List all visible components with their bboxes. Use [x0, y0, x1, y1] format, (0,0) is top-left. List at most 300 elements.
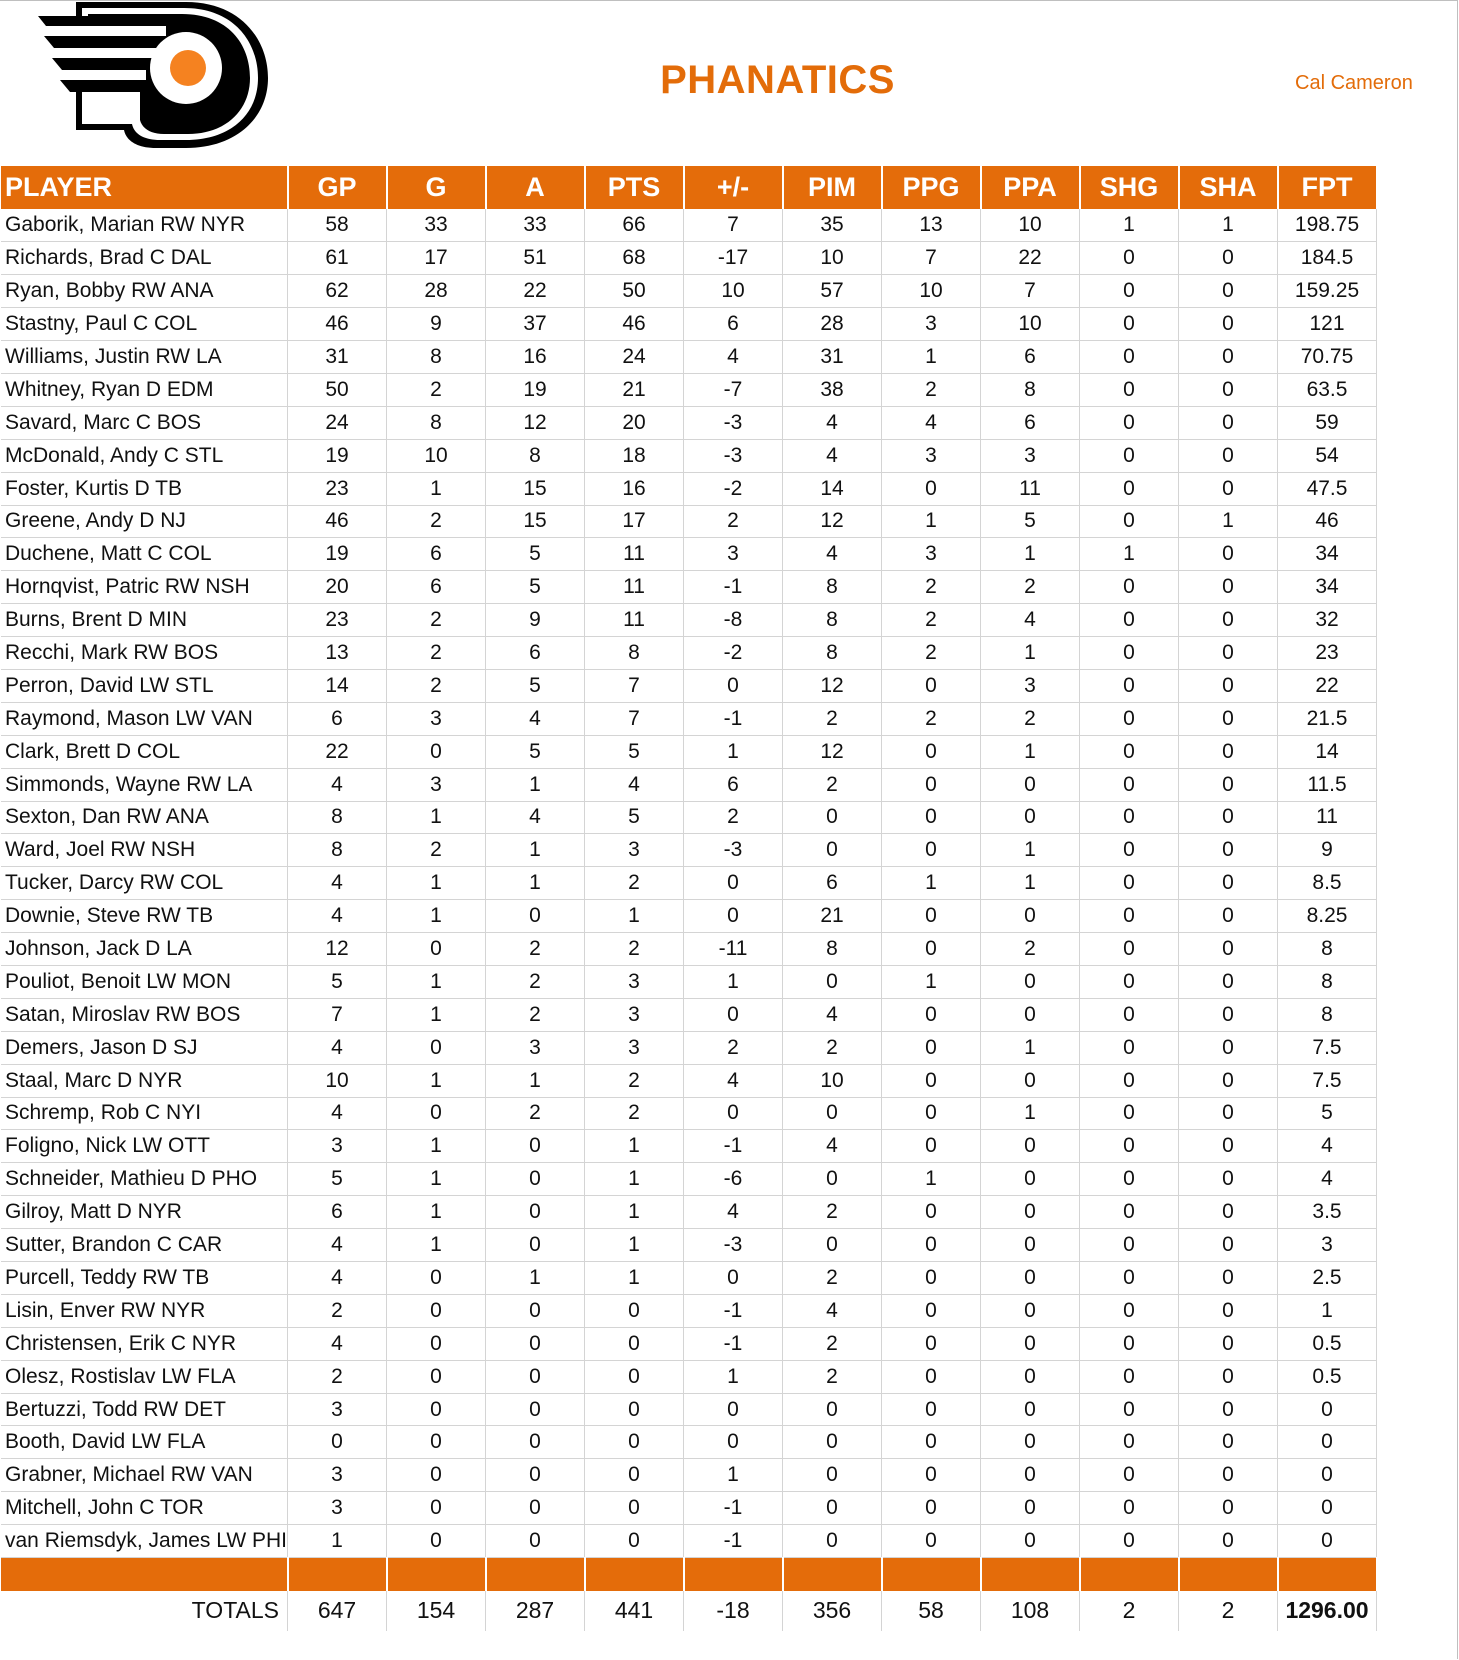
cell-ppa: 6	[981, 341, 1080, 374]
cell-a: 0	[486, 1525, 585, 1558]
cell-ppa: 0	[981, 1525, 1080, 1558]
cell-ppa: 22	[981, 242, 1080, 275]
cell-fpt: 8.25	[1278, 900, 1377, 933]
cell-player: Simmonds, Wayne RW LA	[1, 768, 288, 801]
cell-pim: 31	[783, 341, 882, 374]
cell-shg: 0	[1080, 735, 1179, 768]
cell-pts: 0	[585, 1525, 684, 1558]
cell-pim: 0	[783, 1229, 882, 1262]
cell-fpt: 9	[1278, 834, 1377, 867]
cell-a: 1	[486, 768, 585, 801]
cell-pim: 12	[783, 735, 882, 768]
cell-fpt: 11	[1278, 801, 1377, 834]
cell-pts: 7	[585, 702, 684, 735]
cell-plus-minus: 2	[684, 505, 783, 538]
cell-player: Gaborik, Marian RW NYR	[1, 209, 288, 242]
cell-gp: 4	[288, 1229, 387, 1262]
cell-shg: 0	[1080, 242, 1179, 275]
cell-a: 0	[486, 1492, 585, 1525]
cell-gp: 6	[288, 1196, 387, 1229]
cell-plus-minus: -3	[684, 1229, 783, 1262]
cell-pim: 0	[783, 1525, 882, 1558]
cell-pts: 8	[585, 637, 684, 670]
cell-ppg: 3	[882, 439, 981, 472]
cell-a: 0	[486, 1163, 585, 1196]
cell-player: Greene, Andy D NJ	[1, 505, 288, 538]
cell-g: 2	[387, 669, 486, 702]
svg-text:®: ®	[158, 120, 168, 131]
cell-g: 8	[387, 341, 486, 374]
cell-pts: 2	[585, 1064, 684, 1097]
cell-pim: 35	[783, 209, 882, 242]
cell-ppa: 0	[981, 768, 1080, 801]
cell-sha: 0	[1179, 604, 1278, 637]
cell-fpt: 0	[1278, 1525, 1377, 1558]
cell-ppa: 2	[981, 702, 1080, 735]
cell-shg: 1	[1080, 538, 1179, 571]
cell-pim: 4	[783, 538, 882, 571]
cell-gp: 10	[288, 1064, 387, 1097]
cell-ppg: 0	[882, 1525, 981, 1558]
cell-g: 0	[387, 1459, 486, 1492]
cell-pim: 4	[783, 439, 882, 472]
cell-player: Ward, Joel RW NSH	[1, 834, 288, 867]
cell-sha: 0	[1179, 571, 1278, 604]
cell-shg: 0	[1080, 834, 1179, 867]
cell-plus-minus: -3	[684, 406, 783, 439]
cell-a: 0	[486, 1393, 585, 1426]
cell-gp: 2	[288, 1294, 387, 1327]
cell-plus-minus: -1	[684, 1492, 783, 1525]
cell-gp: 1	[288, 1525, 387, 1558]
cell-pts: 1	[585, 1262, 684, 1295]
cell-a: 4	[486, 702, 585, 735]
cell-pts: 3	[585, 834, 684, 867]
cell-ppa: 2	[981, 571, 1080, 604]
cell-ppa: 5	[981, 505, 1080, 538]
cell-a: 0	[486, 1294, 585, 1327]
cell-gp: 58	[288, 209, 387, 242]
cell-ppa: 0	[981, 1492, 1080, 1525]
cell-ppg: 1	[882, 341, 981, 374]
cell-plus-minus: -1	[684, 1130, 783, 1163]
cell-ppg: 0	[882, 669, 981, 702]
cell-pts: 16	[585, 472, 684, 505]
cell-plus-minus: 0	[684, 900, 783, 933]
cell-plus-minus: -1	[684, 702, 783, 735]
cell-a: 22	[486, 275, 585, 308]
cell-pts: 24	[585, 341, 684, 374]
cell-sha: 0	[1179, 1097, 1278, 1130]
cell-ppg: 0	[882, 900, 981, 933]
col-header-player: PLAYER	[1, 166, 288, 209]
table-row	[1, 1393, 1377, 1426]
cell-plus-minus: 7	[684, 209, 783, 242]
player-stats-table	[1, 166, 1378, 1631]
cell-g: 0	[387, 1393, 486, 1426]
cell-a: 19	[486, 373, 585, 406]
cell-sha: 0	[1179, 472, 1278, 505]
cell-pim: 21	[783, 900, 882, 933]
cell-pim: 0	[783, 1097, 882, 1130]
cell-player: Christensen, Erik C NYR	[1, 1327, 288, 1360]
cell-fpt: 4	[1278, 1130, 1377, 1163]
cell-player: Grabner, Michael RW VAN	[1, 1459, 288, 1492]
cell-ppg: 0	[882, 1459, 981, 1492]
cell-pim: 57	[783, 275, 882, 308]
cell-shg: 0	[1080, 900, 1179, 933]
cell-plus-minus: -1	[684, 1294, 783, 1327]
cell-a: 2	[486, 933, 585, 966]
cell-sha: 0	[1179, 538, 1278, 571]
totals-shg: 2	[1080, 1591, 1179, 1631]
cell-g: 2	[387, 834, 486, 867]
cell-gp: 4	[288, 1262, 387, 1295]
cell-pts: 66	[585, 209, 684, 242]
table-row	[1, 275, 1377, 308]
cell-gp: 6	[288, 702, 387, 735]
cell-pim: 4	[783, 1294, 882, 1327]
cell-plus-minus: 0	[684, 867, 783, 900]
cell-pts: 50	[585, 275, 684, 308]
cell-pim: 2	[783, 1360, 882, 1393]
col-header-ppg: PPG	[882, 166, 981, 209]
cell-a: 16	[486, 341, 585, 374]
cell-sha: 0	[1179, 1064, 1278, 1097]
cell-sha: 0	[1179, 1327, 1278, 1360]
cell-g: 0	[387, 1492, 486, 1525]
cell-fpt: 121	[1278, 308, 1377, 341]
cell-a: 0	[486, 1360, 585, 1393]
cell-pts: 11	[585, 571, 684, 604]
table-row	[1, 1492, 1377, 1525]
cell-sha: 0	[1179, 702, 1278, 735]
cell-plus-minus: 6	[684, 308, 783, 341]
cell-plus-minus: -17	[684, 242, 783, 275]
cell-player: Satan, Miroslav RW BOS	[1, 998, 288, 1031]
cell-ppa: 8	[981, 373, 1080, 406]
cell-shg: 0	[1080, 669, 1179, 702]
cell-ppg: 3	[882, 538, 981, 571]
cell-shg: 0	[1080, 439, 1179, 472]
cell-shg: 0	[1080, 1327, 1179, 1360]
cell-player: Ryan, Bobby RW ANA	[1, 275, 288, 308]
cell-pts: 2	[585, 867, 684, 900]
totals-sha: 2	[1179, 1591, 1278, 1631]
table-row	[1, 439, 1377, 472]
cell-fpt: 2.5	[1278, 1262, 1377, 1295]
cell-gp: 8	[288, 801, 387, 834]
cell-g: 0	[387, 933, 486, 966]
cell-g: 1	[387, 1229, 486, 1262]
cell-gp: 23	[288, 604, 387, 637]
cell-pts: 20	[585, 406, 684, 439]
cell-ppg: 3	[882, 308, 981, 341]
cell-ppa: 1	[981, 538, 1080, 571]
cell-player: Johnson, Jack D LA	[1, 933, 288, 966]
cell-plus-minus: 1	[684, 1459, 783, 1492]
cell-g: 28	[387, 275, 486, 308]
cell-ppa: 0	[981, 1196, 1080, 1229]
cell-gp: 13	[288, 637, 387, 670]
cell-fpt: 0.5	[1278, 1327, 1377, 1360]
cell-ppa: 3	[981, 439, 1080, 472]
cell-pts: 1	[585, 1130, 684, 1163]
cell-ppa: 1	[981, 867, 1080, 900]
cell-sha: 0	[1179, 439, 1278, 472]
table-row	[1, 472, 1377, 505]
cell-pts: 11	[585, 604, 684, 637]
cell-ppg: 2	[882, 571, 981, 604]
totals-pim: 356	[783, 1591, 882, 1631]
cell-gp: 3	[288, 1459, 387, 1492]
totals-a: 287	[486, 1591, 585, 1631]
cell-g: 2	[387, 373, 486, 406]
cell-g: 0	[387, 1360, 486, 1393]
cell-fpt: 4	[1278, 1163, 1377, 1196]
cell-fpt: 0.5	[1278, 1360, 1377, 1393]
cell-pts: 11	[585, 538, 684, 571]
cell-fpt: 54	[1278, 439, 1377, 472]
totals-label: TOTALS	[1, 1591, 288, 1631]
cell-ppa: 6	[981, 406, 1080, 439]
cell-plus-minus: 10	[684, 275, 783, 308]
cell-g: 0	[387, 1426, 486, 1459]
cell-g: 1	[387, 1163, 486, 1196]
cell-player: Williams, Justin RW LA	[1, 341, 288, 374]
col-header-fpt: FPT	[1278, 166, 1377, 209]
cell-fpt: 34	[1278, 538, 1377, 571]
cell-player: van Riemsdyk, James LW PHI	[1, 1525, 288, 1558]
cell-shg: 0	[1080, 768, 1179, 801]
cell-pim: 0	[783, 1163, 882, 1196]
cell-ppg: 0	[882, 1031, 981, 1064]
cell-shg: 0	[1080, 406, 1179, 439]
cell-sha: 0	[1179, 735, 1278, 768]
table-row	[1, 998, 1377, 1031]
cell-player: Burns, Brent D MIN	[1, 604, 288, 637]
cell-gp: 3	[288, 1492, 387, 1525]
cell-ppa: 11	[981, 472, 1080, 505]
cell-sha: 0	[1179, 998, 1278, 1031]
cell-player: Schremp, Rob C NYI	[1, 1097, 288, 1130]
col-header-g: G	[387, 166, 486, 209]
cell-fpt: 184.5	[1278, 242, 1377, 275]
cell-plus-minus: -1	[684, 1525, 783, 1558]
cell-shg: 0	[1080, 1525, 1179, 1558]
totals-gp: 647	[288, 1591, 387, 1631]
col-header-pim: PIM	[783, 166, 882, 209]
cell-ppg: 0	[882, 1393, 981, 1426]
cell-pts: 5	[585, 735, 684, 768]
table-row	[1, 1459, 1377, 1492]
cell-ppa: 2	[981, 933, 1080, 966]
cell-gp: 24	[288, 406, 387, 439]
cell-gp: 31	[288, 341, 387, 374]
cell-gp: 4	[288, 867, 387, 900]
cell-fpt: 198.75	[1278, 209, 1377, 242]
cell-ppa: 0	[981, 1262, 1080, 1295]
cell-ppg: 1	[882, 1163, 981, 1196]
table-row	[1, 341, 1377, 374]
cell-pim: 2	[783, 1031, 882, 1064]
cell-a: 0	[486, 1130, 585, 1163]
cell-pts: 0	[585, 1393, 684, 1426]
cell-plus-minus: 0	[684, 1097, 783, 1130]
cell-ppa: 10	[981, 209, 1080, 242]
cell-g: 10	[387, 439, 486, 472]
totals-ppg: 58	[882, 1591, 981, 1631]
cell-ppa: 3	[981, 669, 1080, 702]
cell-plus-minus: 3	[684, 538, 783, 571]
table-row	[1, 933, 1377, 966]
cell-gp: 3	[288, 1393, 387, 1426]
col-header-gp: GP	[288, 166, 387, 209]
cell-g: 3	[387, 702, 486, 735]
cell-ppg: 0	[882, 1327, 981, 1360]
cell-ppg: 0	[882, 834, 981, 867]
cell-ppg: 0	[882, 1262, 981, 1295]
table-row	[1, 1031, 1377, 1064]
table-row	[1, 965, 1377, 998]
cell-pts: 0	[585, 1459, 684, 1492]
cell-pim: 0	[783, 1426, 882, 1459]
cell-ppg: 1	[882, 505, 981, 538]
cell-pim: 28	[783, 308, 882, 341]
cell-player: Duchene, Matt C COL	[1, 538, 288, 571]
col-header-ppa: PPA	[981, 166, 1080, 209]
table-row	[1, 867, 1377, 900]
cell-shg: 0	[1080, 373, 1179, 406]
cell-pim: 38	[783, 373, 882, 406]
cell-plus-minus: 0	[684, 1426, 783, 1459]
cell-fpt: 8.5	[1278, 867, 1377, 900]
cell-plus-minus: 4	[684, 1196, 783, 1229]
cell-player: Mitchell, John C TOR	[1, 1492, 288, 1525]
cell-pts: 0	[585, 1426, 684, 1459]
cell-g: 6	[387, 538, 486, 571]
cell-plus-minus: -7	[684, 373, 783, 406]
table-row	[1, 1097, 1377, 1130]
cell-gp: 4	[288, 1031, 387, 1064]
cell-pim: 2	[783, 1196, 882, 1229]
cell-a: 9	[486, 604, 585, 637]
cell-fpt: 22	[1278, 669, 1377, 702]
cell-g: 3	[387, 768, 486, 801]
table-row	[1, 1525, 1377, 1558]
totals-fpt: 1296.00	[1278, 1591, 1377, 1631]
cell-a: 5	[486, 538, 585, 571]
cell-g: 2	[387, 637, 486, 670]
cell-fpt: 32	[1278, 604, 1377, 637]
cell-pim: 14	[783, 472, 882, 505]
cell-ppg: 0	[882, 1294, 981, 1327]
cell-sha: 0	[1179, 1393, 1278, 1426]
cell-gp: 20	[288, 571, 387, 604]
cell-fpt: 0	[1278, 1492, 1377, 1525]
cell-ppa: 0	[981, 1229, 1080, 1262]
cell-plus-minus: -2	[684, 637, 783, 670]
cell-sha: 0	[1179, 1426, 1278, 1459]
col-header-pts: PTS	[585, 166, 684, 209]
cell-a: 1	[486, 1064, 585, 1097]
cell-shg: 0	[1080, 801, 1179, 834]
cell-a: 0	[486, 1459, 585, 1492]
totals-row	[1, 1591, 1377, 1631]
cell-g: 0	[387, 1294, 486, 1327]
cell-player: Gilroy, Matt D NYR	[1, 1196, 288, 1229]
cell-pim: 0	[783, 965, 882, 998]
cell-g: 1	[387, 472, 486, 505]
cell-fpt: 59	[1278, 406, 1377, 439]
cell-sha: 0	[1179, 900, 1278, 933]
cell-plus-minus: -1	[684, 1327, 783, 1360]
cell-plus-minus: 0	[684, 998, 783, 1031]
cell-ppa: 0	[981, 1327, 1080, 1360]
cell-ppg: 0	[882, 1097, 981, 1130]
table-row	[1, 801, 1377, 834]
cell-fpt: 5	[1278, 1097, 1377, 1130]
cell-sha: 0	[1179, 1525, 1278, 1558]
cell-sha: 0	[1179, 341, 1278, 374]
cell-fpt: 14	[1278, 735, 1377, 768]
cell-sha: 0	[1179, 768, 1278, 801]
totals-ppa: 108	[981, 1591, 1080, 1631]
cell-ppg: 2	[882, 373, 981, 406]
cell-ppg: 0	[882, 1492, 981, 1525]
table-row	[1, 1229, 1377, 1262]
table-row	[1, 505, 1377, 538]
cell-ppa: 0	[981, 900, 1080, 933]
cell-player: Clark, Brett D COL	[1, 735, 288, 768]
cell-gp: 22	[288, 735, 387, 768]
cell-sha: 0	[1179, 308, 1278, 341]
cell-sha: 0	[1179, 1130, 1278, 1163]
cell-g: 0	[387, 1525, 486, 1558]
cell-shg: 0	[1080, 1426, 1179, 1459]
cell-ppg: 0	[882, 998, 981, 1031]
table-row	[1, 604, 1377, 637]
totals-plus-minus: -18	[684, 1591, 783, 1631]
cell-sha: 0	[1179, 1492, 1278, 1525]
cell-plus-minus: 0	[684, 1262, 783, 1295]
cell-gp: 8	[288, 834, 387, 867]
cell-ppg: 10	[882, 275, 981, 308]
table-row	[1, 373, 1377, 406]
cell-fpt: 8	[1278, 998, 1377, 1031]
cell-ppg: 1	[882, 867, 981, 900]
cell-ppg: 7	[882, 242, 981, 275]
cell-pts: 2	[585, 933, 684, 966]
cell-pts: 1	[585, 1163, 684, 1196]
cell-pim: 8	[783, 604, 882, 637]
cell-pts: 18	[585, 439, 684, 472]
cell-player: Foster, Kurtis D TB	[1, 472, 288, 505]
cell-pim: 10	[783, 1064, 882, 1097]
cell-pts: 3	[585, 1031, 684, 1064]
cell-a: 33	[486, 209, 585, 242]
cell-ppa: 0	[981, 1130, 1080, 1163]
cell-ppg: 2	[882, 637, 981, 670]
cell-pim: 4	[783, 406, 882, 439]
cell-pim: 0	[783, 834, 882, 867]
cell-gp: 0	[288, 1426, 387, 1459]
cell-shg: 0	[1080, 998, 1179, 1031]
cell-gp: 4	[288, 1327, 387, 1360]
table-row	[1, 669, 1377, 702]
cell-a: 1	[486, 1262, 585, 1295]
cell-shg: 0	[1080, 933, 1179, 966]
